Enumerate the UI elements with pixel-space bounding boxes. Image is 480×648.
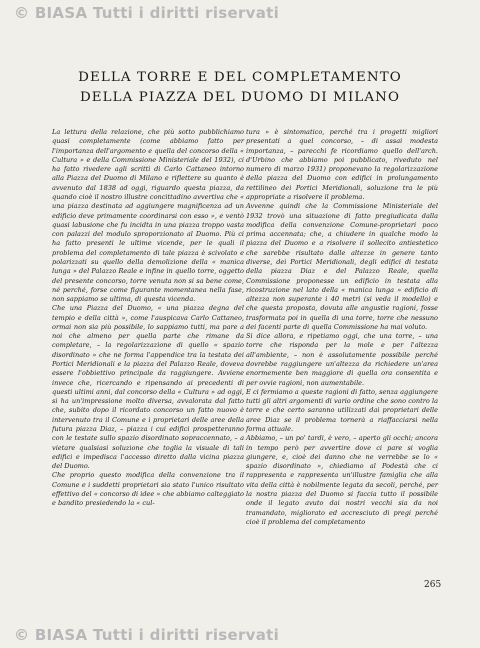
watermark-top: © BIASA Tutti i diritti riservati [14,4,280,22]
text-column-right [246,128,438,527]
paragraph: Che una Piazza del Duomo, « una piazza degna del tempio e della città », come l'auspicava Carlo Cattaneo, ormai non sia più possibile, lo sappiamo tutti, ma pare a noi che almeno per quella parte che rimane da completare, – la regolarizzazione di quello « spazio disordinato » che ne forma l'appendice tra la testata dei Portici Meridionali e la piazza del Palazzo Reale, doveva essere l'obbiettivo principale da raggiungere. Avviene invece che, ricercando e ripensando ai precedenti di questi ultimi anni, dal concorso della « Cultura » ad oggi, si ha un'impressione molto diversa, avvalorata dal fatto che, subito dopo il ricordato concorso un fatto nuovo è intervenuto tra il Comune e i proprietari delle aree della futura piazza Diaz, – piazza i cui edifici prospetteranno con le testate sullo spazio disordinato sopraccennato, – a vietare qualsiasi soluzione che toglia la visuale di tali edifici e impedisca l'accesso diretto dalla vicina piazza del Duomo. [52,304,244,471]
paragraph: La lettura della relazione, che più sotto pubblichiamo quasi completamente (come abbiamo fatto per l'importanza dell'argomento e quella del concorso della « Cultura » e della Commissione Ministeriale del 1932), ci ha fatto rivedere agli scritti di Carlo Cattaneo intorno alla Piazza del Duomo di Milano e riflettere su quanto è avvenuto dal 1838 ad oggi, riguardo questa piazza, da quando cioè il nostro illustre concittadino avvertiva che « una piazza destinata ad aggiungere magnificenza ad un edificio deve primamente coordinarsi con esso », e ventò quasi labusione che fu incidta in una piazza troppo vasta con palazzi del modulo sproporzionato al Duomo. Più ci ha fatto presenti le ultime vicende, per le quali il problema del completamento di tale piazza è scivolato e polarizzati su quello della demolizione della « manica lunga » del Palazzo Reale e infine in quello torre, oggetto del presente concorso, torre venuta non si sa bene come, né perché, forse come figurante momentanea nella fase, non sappiamo se ultima, di questa vicenda. [52,128,244,304]
paragraph: E ci fermiamo a queste ragioni di fatto, senza aggiungere tutti gli altri argomenti di vario ordine che sono contro la torre e che certo saranno utilizzati dai proprietari delle aree Diaz se il problema tornerà a riaffacciarsi nella forma attuale. [246,387,438,433]
paragraph: Avvenne quindi che la Commissione Ministeriale del 1932 trovò una situazione di fatto pregiudicata dalla modifica della convenzione Comune-proprietari poco prima accennata; che, a chiudere in qualche modo la piazza del Duomo e a risolvere il sollecito antiestetico che sarebbe risultato dalle altezze in genere tanto diverse, dei Portici Meridionali, degli edifici di testata della piazza Diaz e del Palazzo Reale, quella Commissione proponesse un edificio in testata alla ricostruzione nel lato della « manica lunga » edificio di altezza non superante i 40 metri (si veda il modello) e che questa proposta, dovuta alle angustie ragioni, fosse trasformata poi in quella di una torre, torre che nessuno dei facenti parte di quella Commissione ha mai voluto. [246,202,438,331]
title-line-2: DELLA PIAZZA DEL DUOMO DI MILANO [79,90,401,105]
title-line-1: DELLA TORRE E DEL COMPLETAMENTO [78,70,402,85]
page-number: 265 [424,580,442,590]
paragraph: tura » è sintomatico, perché tra i progetti migliori presentati a quel concorso, – di assai modesta importanza, – parecchi fe ricordiamo quello dell'arch. d'Urbino che abbiamo poi pubblicato, riveduto nel numero di marzo 1931) proponevano la regolarizzazione della piazza del Duomo con edifici in prolungamento rettilineo dei Portici Meridionali, soluzione tra le più appropriate a risolvere il problema. [246,128,438,201]
watermark-bottom: © BIASA Tutti i diritti riservati [14,626,280,644]
paragraph: Si dice allora, e ripetiamo oggi, che una torre, – una torre che risponda per la mole e per l'altezza all'ambiente, – non è assolutamente possibile perché dovrebbe raggiungere un'altezza da richiedere un'area enormemente ben maggiore di quella ora consentita e per ovvie ragioni, non aumentabile. [246,332,438,387]
paragraph: Che proprio questo modifica della convenzione tra il Comune e i suddetti proprietari sia stato l'unico risultato effettivo del « concorso di idee » che abbiamo calteggiato e bandito presiedendo la « cul- [52,471,244,508]
text-column-left [52,128,244,509]
article-title [40,68,440,108]
paragraph: Abbiamo, – un po' tardi, è vero, – aperto gli occhi; ancora in tempo però per avvertire dove ci pare si voglia giungere, e, cioè dei danno che ne verrebbe se lo « spazio disordinato », chiediamo al Podestà che ci rappresenta e rappresenta un'illustre famiglia che alla vita della città è nobilmente legata da secoli, perché, per la nostra piazza del Duomo si faccia tutto il possibile onde il legato avuto dai nostri vecchi sia da noi tramandato, migliorato ed accresciuto di pregi perché cioè il problema del completamento [246,434,438,526]
